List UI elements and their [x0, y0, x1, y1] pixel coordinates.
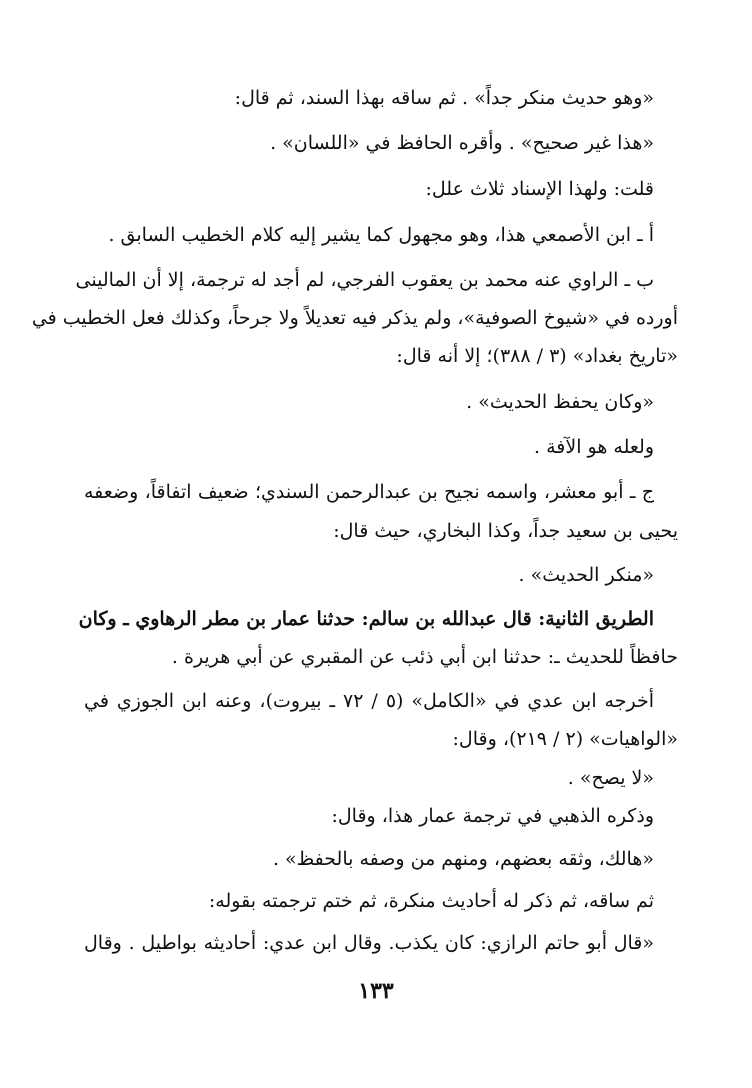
- text-line-8: «وكان يحفظ الحديث» .: [466, 391, 654, 413]
- text-line-15: أخرجه ابن عدي في «الكامل» (٥ / ٧٢ ـ بيروت)، وعنه ابن الجوزي في: [84, 690, 654, 712]
- text-line-5: ب ـ الراوي عنه محمد بن يعقوب الفرجي، لم أجد له ترجمة، إلا أن المالينى: [75, 269, 654, 291]
- text-line-9: ولعله هو الآفة .: [534, 436, 654, 458]
- text-line-3: قلت: ولهذا الإسناد ثلاث علل:: [425, 178, 654, 200]
- text-line-17: «لا يصح» .: [567, 767, 654, 789]
- text-line-6: أورده في «شيوخ الصوفية»، ولم يذكر فيه تعديلاً ولا جرحاً، وكذلك فعل الخطيب في: [31, 307, 678, 329]
- page-number: ١٣٣: [358, 978, 394, 1004]
- text-line-16: «الواهيات» (٢ / ٢١٩)، وقال:: [452, 728, 678, 750]
- text-line-18: وذكره الذهبي في ترجمة عمار هذا، وقال:: [331, 805, 654, 827]
- text-line-4: أ ـ ابن الأصمعي هذا، وهو مجهول كما يشير إليه كلام الخطيب السابق .: [108, 224, 654, 246]
- text-line-2: «هذا غير صحيح» . وأقره الحافظ في «اللسان» .: [270, 132, 654, 154]
- text-line-12: «منكر الحديث» .: [518, 564, 654, 586]
- text-line-13: الطريق الثانية: قال عبدالله بن سالم: حدثنا عمار بن مطر الرهاوي ـ وكان: [78, 608, 654, 630]
- text-line-1: «وهو حديث منكر جداً» . ثم ساقه بهذا السند، ثم قال:: [234, 87, 654, 109]
- text-line-20: ثم ساقه، ثم ذكر له أحاديث منكرة، ثم ختم ترجمته بقوله:: [208, 890, 654, 912]
- text-line-19: «هالك، وثقه بعضهم، ومنهم من وصفه بالحفظ» .: [272, 848, 654, 870]
- text-line-21: «قال أبو حاتم الرازي: كان يكذب. وقال ابن عدي: أحاديثه بواطيل . وقال: [84, 932, 654, 954]
- text-line-14: حافظاً للحديث ـ: حدثنا ابن أبي ذئب عن المقبري عن أبي هريرة .: [171, 646, 678, 668]
- text-line-7: «تاريخ بغداد» (٣ / ٣٨٨)؛ إلا أنه قال:: [396, 345, 678, 367]
- text-line-11: يحيى بن سعيد جداً، وكذا البخاري، حيث قال:: [333, 520, 678, 542]
- text-line-10: ج ـ أبو معشر، واسمه نجيح بن عبدالرحمن السندي؛ ضعيف اتفاقاً، وضعفه: [84, 481, 654, 503]
